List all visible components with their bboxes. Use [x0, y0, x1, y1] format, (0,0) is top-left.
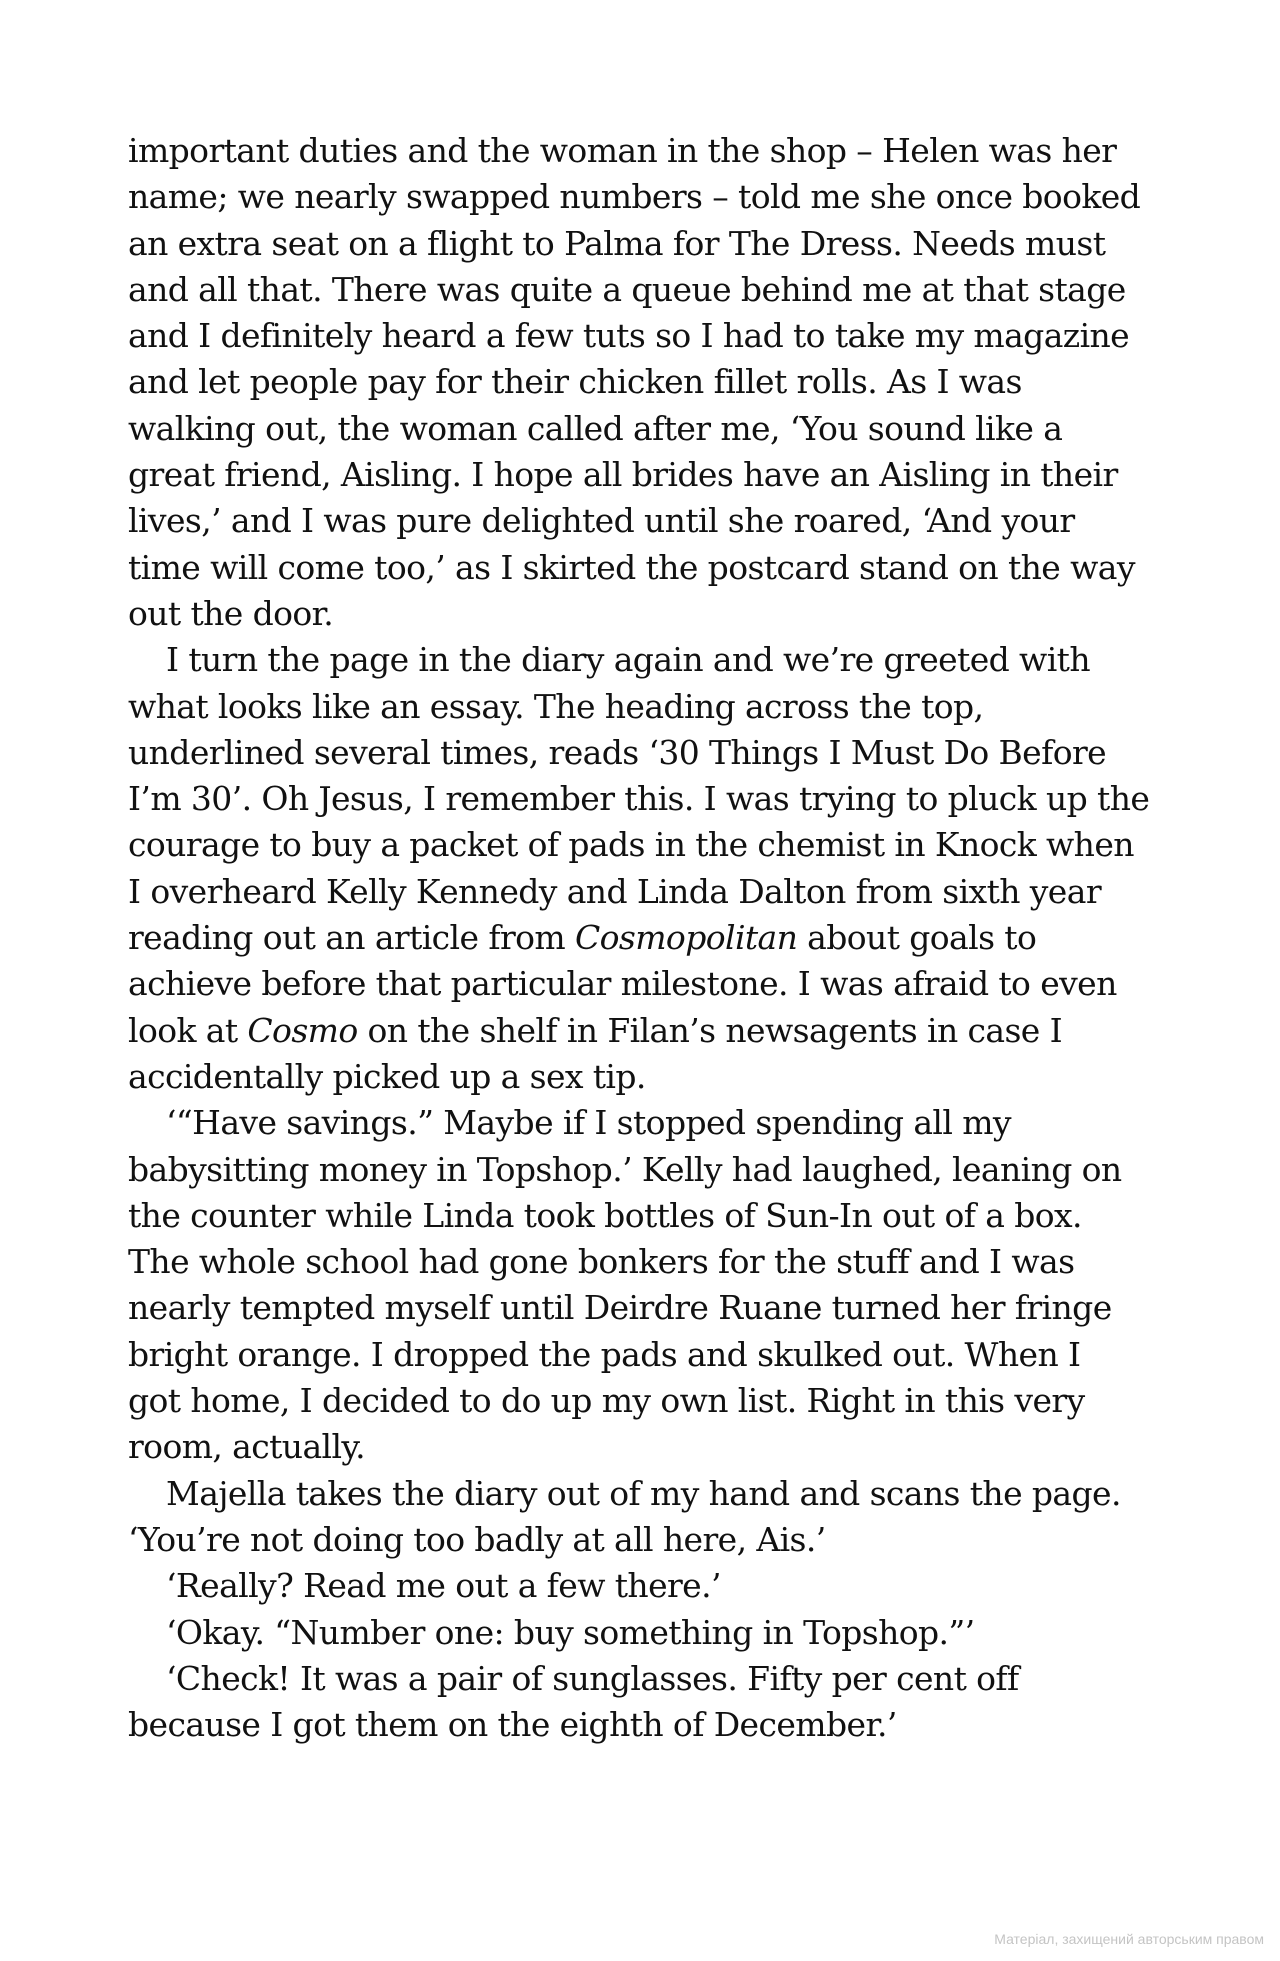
text-run: walking out, the woman called after me, ‘You sound like a	[128, 408, 1063, 448]
text-line	[128, 591, 1168, 637]
text-run: lives,’ and I was pure delighted until she roared, ‘And your	[128, 501, 1075, 541]
text-run: Majella takes the diary out of my hand and scans the page.	[166, 1473, 1121, 1513]
text-line	[128, 1702, 1168, 1748]
text-line	[128, 684, 1168, 730]
text-line	[128, 1424, 1168, 1470]
text-run: underlined several times, reads ‘30 Things I Must Do Before	[128, 732, 1107, 772]
text-run: accidentally picked up a sex tip.	[128, 1056, 646, 1096]
paragraph	[128, 1656, 1168, 1749]
text-line	[128, 1054, 1168, 1100]
text-line	[128, 1193, 1168, 1239]
text-run: reading out an article from	[128, 918, 575, 958]
text-run: ‘“Have savings.” Maybe if I stopped spending all my	[166, 1103, 1011, 1143]
text-run: achieve before that particular milestone. I was afraid to even	[128, 964, 1117, 1004]
text-line	[128, 128, 1168, 174]
text-line	[128, 1008, 1168, 1054]
text-run: got home, I decided to do up my own list. Right in this very	[128, 1381, 1085, 1421]
text-run: I turn the page in the diary again and we’re greeted with	[166, 640, 1090, 680]
text-run: ‘Check! It was a pair of sunglasses. Fifty per cent off	[166, 1658, 1019, 1698]
text-run: and I definitely heard a few tuts so I had to take my magazine	[128, 316, 1130, 356]
text-run: and all that. There was quite a queue behind me at that stage	[128, 269, 1126, 309]
text-line	[128, 730, 1168, 776]
text-line	[128, 1471, 1168, 1517]
text-line	[128, 174, 1168, 220]
text-line	[128, 1378, 1168, 1424]
text-run: about goals to	[797, 918, 1037, 958]
text-line	[128, 1517, 1168, 1563]
text-run: the counter while Linda took bottles of Sun-In out of a box.	[128, 1195, 1082, 1235]
text-line	[128, 406, 1168, 452]
paragraph	[128, 1471, 1168, 1564]
paragraph	[128, 128, 1168, 637]
text-line	[128, 1239, 1168, 1285]
text-run: great friend, Aisling. I hope all brides have an Aisling in their	[128, 455, 1118, 495]
book-page-text	[128, 128, 1168, 1748]
text-run: room, actually.	[128, 1427, 365, 1467]
copyright-watermark: Матеріал, захищений авторським правом	[994, 1931, 1264, 1947]
text-line	[128, 1147, 1168, 1193]
text-run: ‘You’re not doing too badly at all here, Ais.’	[128, 1519, 826, 1559]
text-run: babysitting money in Topshop.’ Kelly had laughed, leaning on	[128, 1149, 1122, 1189]
text-line	[128, 498, 1168, 544]
text-run: important duties and the woman in the shop – Helen was her	[128, 131, 1117, 170]
italic-title: Cosmo	[247, 1010, 358, 1050]
text-line	[128, 1285, 1168, 1331]
text-run: name; we nearly swapped numbers – told me she once booked	[128, 177, 1141, 217]
text-run: time will come too,’ as I skirted the postcard stand on the way	[128, 547, 1135, 587]
text-run: ‘Okay. “Number one: buy something in Topshop.”’	[166, 1612, 975, 1652]
text-line	[128, 1656, 1168, 1702]
text-line	[128, 221, 1168, 267]
paragraph	[128, 637, 1168, 1100]
text-run: what looks like an essay. The heading across the top,	[128, 686, 984, 726]
text-line	[128, 452, 1168, 498]
text-run: I overheard Kelly Kennedy and Linda Dalton from sixth year	[128, 871, 1101, 911]
text-run: look at	[128, 1010, 248, 1050]
text-run: ‘Really? Read me out a few there.’	[166, 1566, 721, 1606]
text-line	[128, 313, 1168, 359]
text-line	[128, 545, 1168, 591]
text-line	[128, 359, 1168, 405]
text-line	[128, 776, 1168, 822]
text-line	[128, 869, 1168, 915]
paragraph	[128, 1563, 1168, 1609]
text-line	[128, 1100, 1168, 1146]
text-line	[128, 1332, 1168, 1378]
text-line	[128, 1610, 1168, 1656]
text-run: I’m 30’. Oh Jesus, I remember this. I was trying to pluck up the	[128, 779, 1150, 819]
paragraph	[128, 1100, 1168, 1470]
text-run: bright orange. I dropped the pads and skulked out. When I	[128, 1334, 1081, 1374]
text-line	[128, 637, 1168, 683]
text-run: on the shelf in Filan’s newsagents in case I	[357, 1010, 1063, 1050]
text-line	[128, 1563, 1168, 1609]
text-run: because I got them on the eighth of December.’	[128, 1705, 897, 1745]
text-run: The whole school had gone bonkers for the stuff and I was	[128, 1242, 1075, 1282]
text-run: out the door.	[128, 593, 334, 633]
text-run: nearly tempted myself until Deirdre Ruane turned her fringe	[128, 1288, 1112, 1328]
text-run: and let people pay for their chicken fillet rolls. As I was	[128, 362, 1022, 402]
text-line	[128, 915, 1168, 961]
text-line	[128, 267, 1168, 313]
text-run: an extra seat on a flight to Palma for The Dress. Needs must	[128, 223, 1106, 263]
text-line	[128, 822, 1168, 868]
italic-title: Cosmopolitan	[574, 918, 798, 958]
text-run: courage to buy a packet of pads in the chemist in Knock when	[128, 825, 1134, 865]
text-line	[128, 961, 1168, 1007]
paragraph	[128, 1610, 1168, 1656]
